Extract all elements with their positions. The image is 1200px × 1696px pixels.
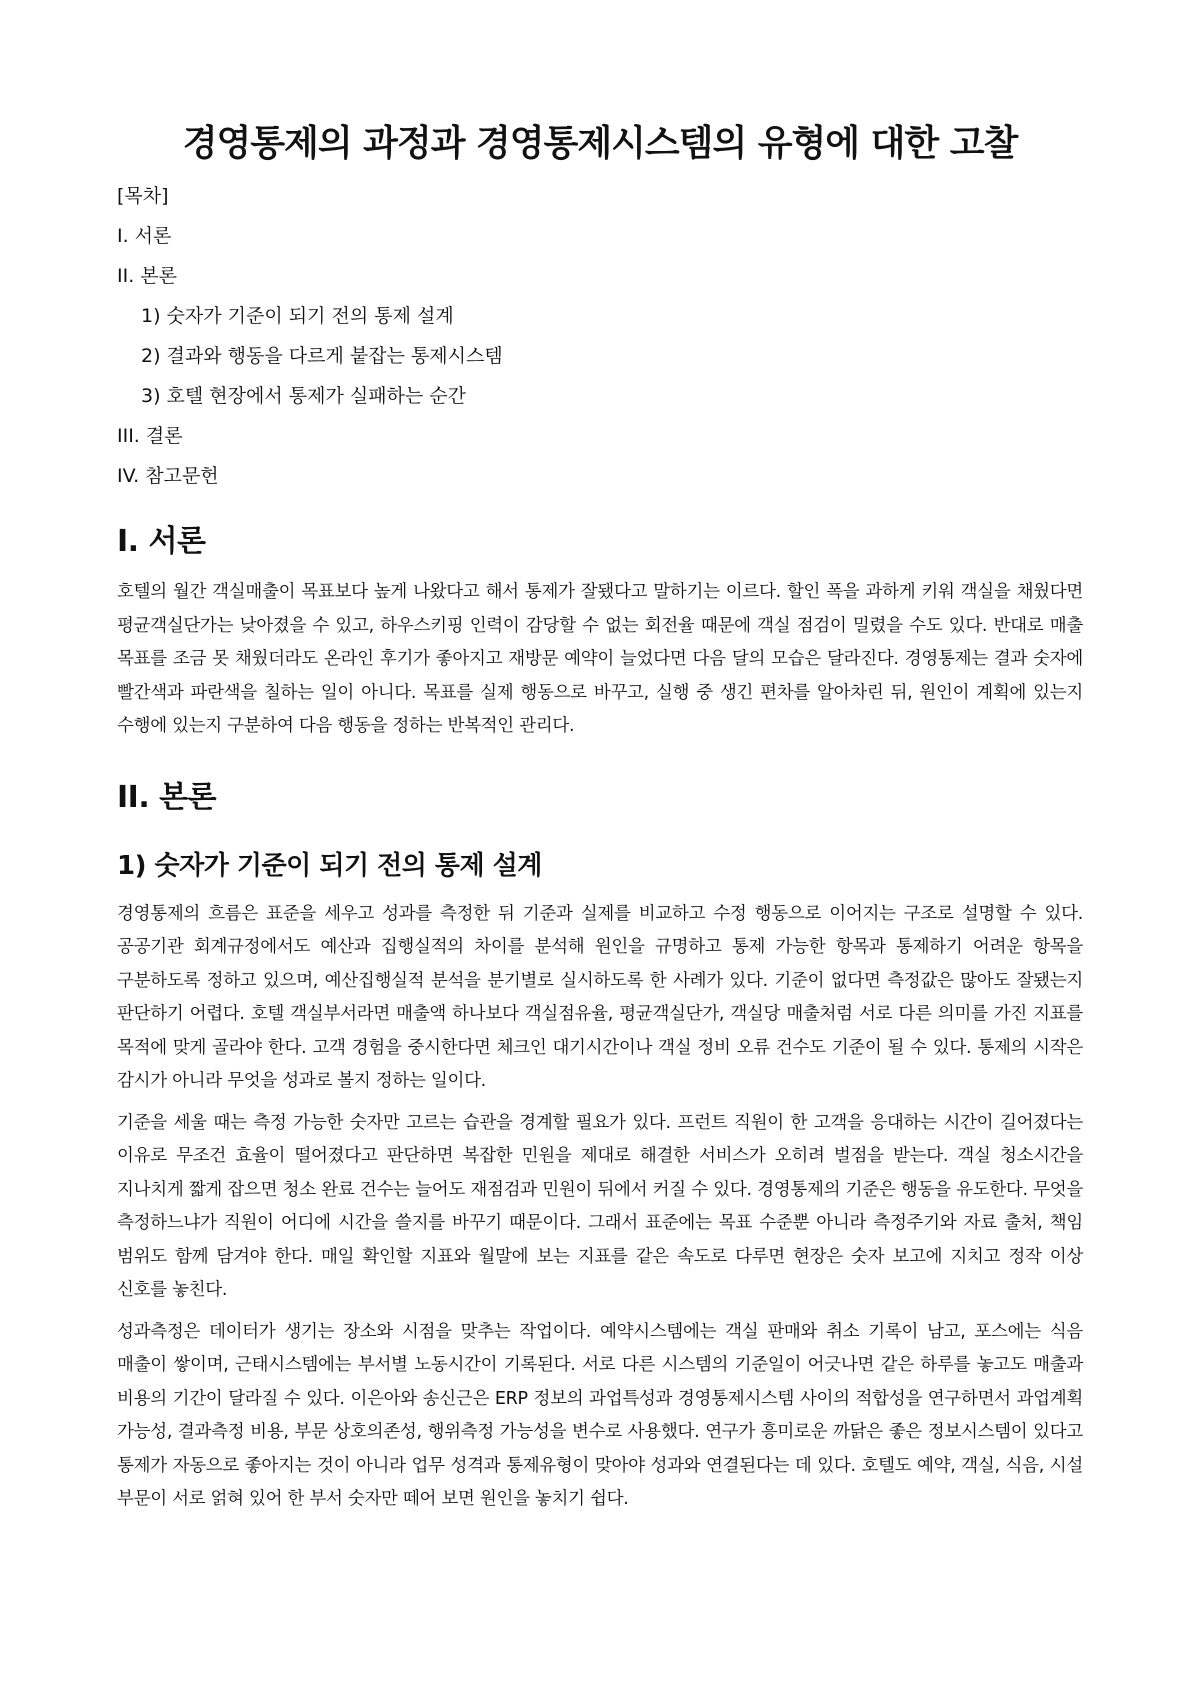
table-of-contents	[117, 184, 1083, 488]
body-paragraph: 성과측정은 데이터가 생기는 장소와 시점을 맞추는 작업이다. 예약시스템에는 객실 판매와 취소 기록이 남고, 포스에는 식음 매출이 쌓이며, 근태시스템에는 부서별 노동시간이 기록된다. 서로 다른 시스템의 기준일이 어긋나면 같은 하루를 놓고도 매출과 비용의 기간이 달라질 수 있다. 이은아와 송신근은 ERP 정보의 과업특성과 경영통제시스템 사이의 적합성을 연구하면서 과업계획 가능성, 결과측정 비용, 부문 상호의존성, 행위측정 가능성을 변수로 사용했다. 연구가 흥미로운 까닭은 좋은 정보시스템이 있다고 통제가 자동으로 좋아지는 것이 아니라 업무 성격과 통제유형이 맞아야 성과와 연결된다는 데 있다. 호텔도 예약, 객실, 식음, 시설 부문이 서로 얽혀 있어 한 부서 숫자만 떼어 보면 원인을 놓치기 쉽다.	[117, 1321, 1083, 1509]
intro-paragraph: 호텔의 월간 객실매출이 목표보다 높게 나왔다고 해서 통제가 잘됐다고 말하기는 이르다. 할인 폭을 과하게 키워 객실을 채웠다면 평균객실단가는 낮아졌을 수 있고, 하우스키핑 인력이 감당할 수 없는 회전율 때문에 객실 점검이 밀렸을 수도 있다. 반대로 매출 목표를 조금 못 채웠더라도 온라인 후기가 좋아지고 재방문 예약이 늘었다면 다음 달의 모습은 달라진다. 경영통제는 결과 숫자에 빨간색과 파란색을 칠하는 일이 아니다. 목표를 실제 행동으로 바꾸고, 실행 중 생긴 편차를 알아차린 뒤, 원인이 계획에 있는지 수행에 있는지 구분하여 다음 행동을 정하는 반복적인 관리다.	[117, 582, 1083, 736]
toc-item-body-1: 1) 숫자가 기준이 되기 전의 통제 설계	[141, 305, 454, 327]
toc-item-body: II. 본론	[117, 265, 177, 287]
body-paragraph: 기준을 세울 때는 측정 가능한 숫자만 고르는 습관을 경계할 필요가 있다. 프런트 직원이 한 고객을 응대하는 시간이 길어졌다는 이유로 무조건 효율이 떨어졌다고 판단하면 복잡한 민원을 제대로 해결한 서비스가 오히려 벌점을 받는다. 객실 청소시간을 지나치게 짧게 잡으면 청소 완료 건수는 늘어도 재점검과 민원이 뒤에서 커질 수 있다. 경영통제의 기준은 행동을 유도한다. 무엇을 측정하느냐가 직원이 어디에 시간을 쓸지를 바꾸기 때문이다. 그래서 표준에는 목표 수준뿐 아니라 측정주기와 자료 출처, 책임 범위도 함께 담겨야 한다. 매일 확인할 지표와 월말에 보는 지표를 같은 속도로 다루면 현장은 숫자 보고에 지치고 정작 이상 신호를 놓친다.	[117, 1112, 1083, 1300]
toc-item-body-3: 3) 호텔 현장에서 통제가 실패하는 순간	[141, 385, 467, 407]
subsection-heading-1: 1) 숫자가 기준이 되기 전의 통제 설계	[117, 850, 542, 881]
body-paragraph: 경영통제의 흐름은 표준을 세우고 성과를 측정한 뒤 기준과 실제를 비교하고 수정 행동으로 이어지는 구조로 설명할 수 있다. 공공기관 회계규정에서도 예산과 집행실적의 차이를 분석해 원인을 규명하고 통제 가능한 항목과 통제하기 어려운 항목을 구분하도록 정하고 있으며, 예산집행실적 분석을 분기별로 실시하도록 한 사례가 있다. 기준이 없다면 측정값은 많아도 잘됐는지 판단하기 어렵다. 호텔 객실부서라면 매출액 하나보다 객실점유율, 평균객실단가, 객실당 매출처럼 서로 다른 의미를 가진 지표를 목적에 맞게 골라야 한다. 고객 경험을 중시한다면 체크인 대기시간이나 객실 정비 오류 건수도 기준이 될 수 있다. 통제의 시작은 감시가 아니라 무엇을 성과로 볼지 정하는 일이다.	[117, 903, 1083, 1091]
section-heading-body: II. 본론	[117, 779, 217, 815]
toc-item-conclusion: III. 결론	[117, 425, 183, 447]
document-title: 경영통제의 과정과 경영통제시스템의 유형에 대한 고찰	[182, 123, 1018, 164]
toc-item-intro: I. 서론	[117, 225, 172, 247]
toc-item-body-2: 2) 결과와 행동을 다르게 붙잡는 통제시스템	[141, 345, 503, 367]
toc-heading: [목차]	[117, 185, 169, 207]
section-heading-intro: I. 서론	[117, 524, 206, 559]
toc-item-references: IV. 참고문헌	[117, 465, 219, 487]
